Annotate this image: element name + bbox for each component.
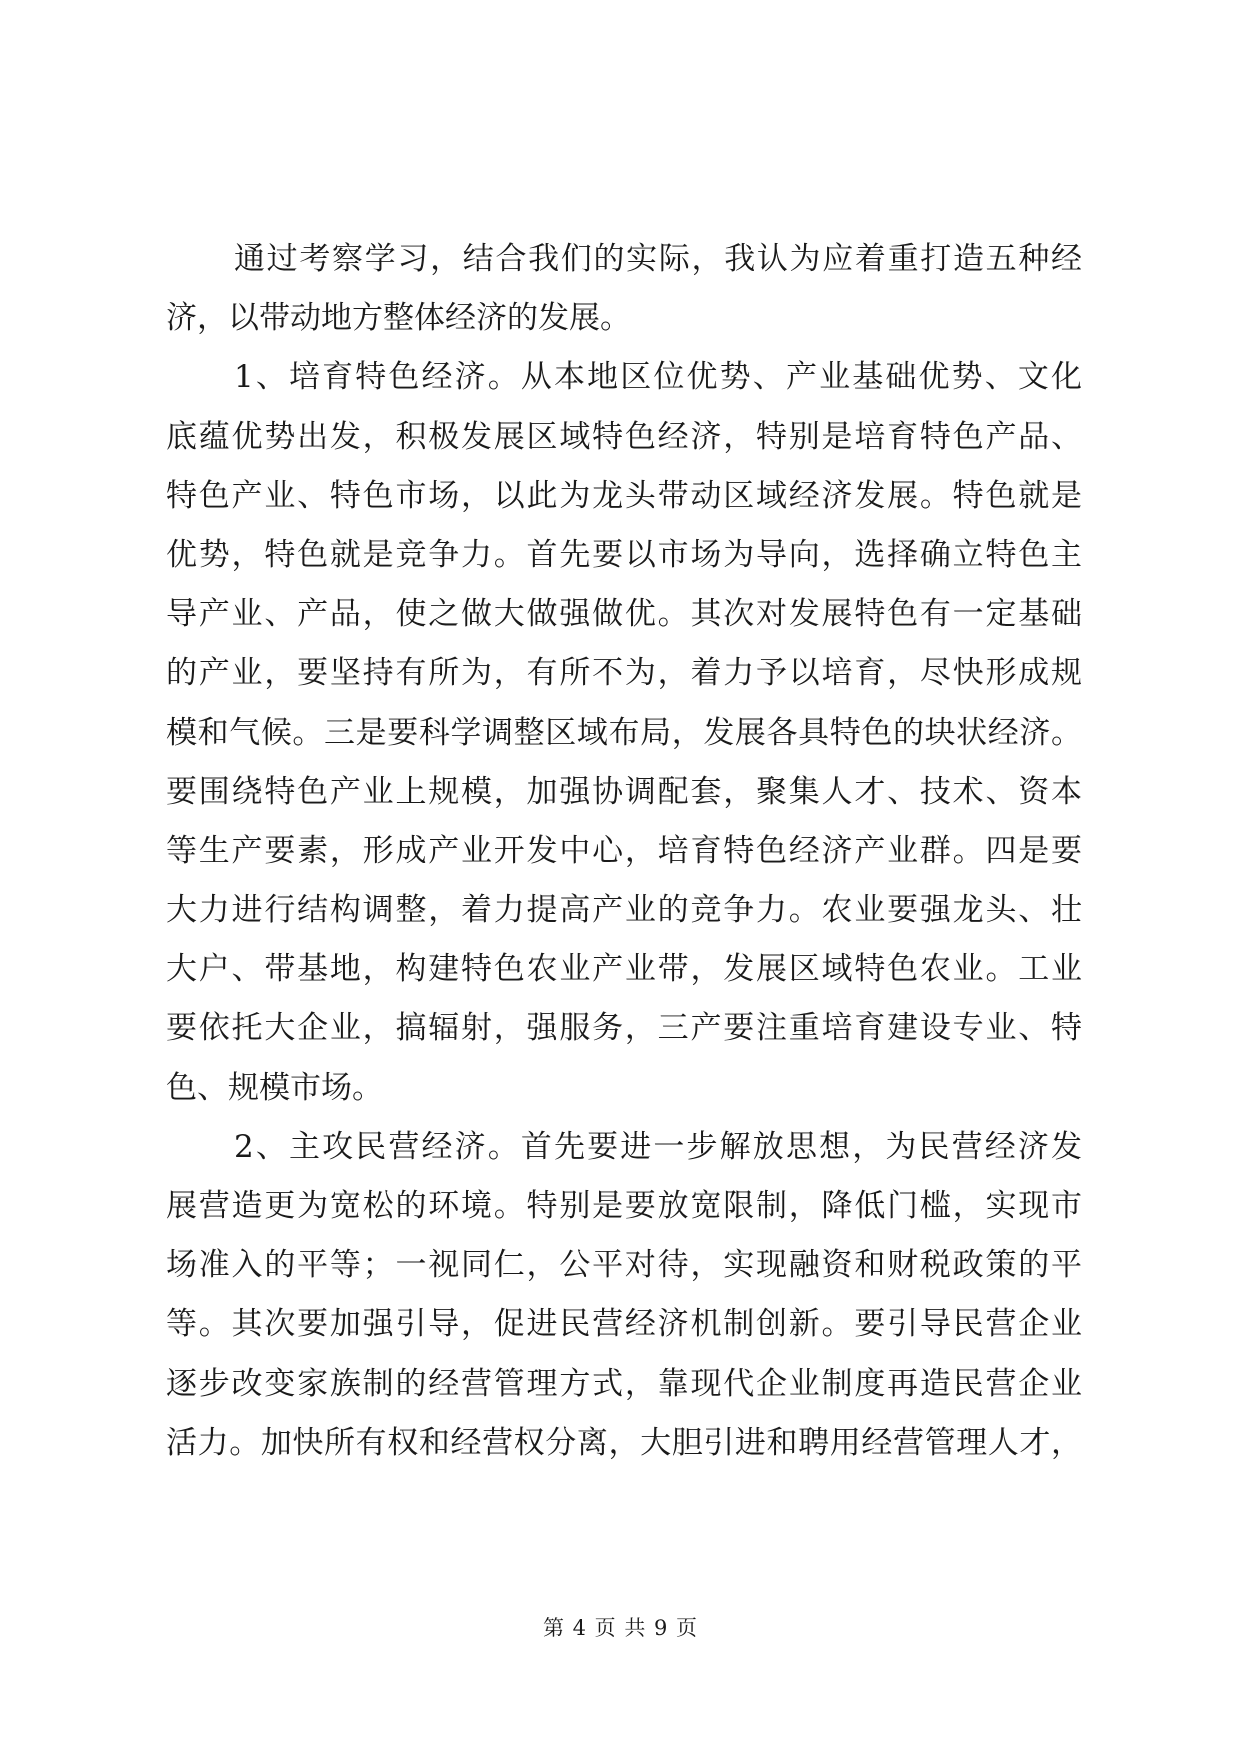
text-line: 的产业，要坚持有所为，有所不为，着力予以培育，尽快形成规 bbox=[166, 655, 1082, 692]
text-line: 导产业、产品，使之做大做强做优。其次对发展特色有一定基础 bbox=[166, 596, 1082, 633]
text-line: 场准入的平等；一视同仁，公平对待，实现融资和财税政策的平 bbox=[166, 1247, 1082, 1284]
text-line: 通过考察学习，结合我们的实际，我认为应着重打造五种经 bbox=[234, 241, 1082, 277]
text-line: 活力。加快所有权和经营权分离，大胆引进和聘用经营管理人才， bbox=[166, 1424, 1082, 1461]
text-line: 1、培育特色经济。从本地区位优势、产业基础优势、文化 bbox=[234, 359, 1082, 396]
text-line: 优势，特色就是竞争力。首先要以市场为导向，选择确立特色主 bbox=[166, 536, 1082, 573]
text-line: 等。其次要加强引导，促进民营经济机制创新。要引导民营企业 bbox=[166, 1306, 1082, 1343]
text-line: 大力进行结构调整，着力提高产业的竞争力。农业要强龙头、壮 bbox=[166, 892, 1082, 929]
text-line: 要依托大企业，搞辐射，强服务，三产要注重培育建设专业、特 bbox=[166, 1010, 1082, 1047]
text-line: 等生产要素，形成产业开发中心，培育特色经济产业群。四是要 bbox=[166, 832, 1082, 869]
page-number-footer: 第 4 页 共 9 页 bbox=[542, 1616, 699, 1640]
text-line: 特色产业、特色市场，以此为龙头带动区域经济发展。特色就是 bbox=[166, 477, 1082, 514]
text-line: 展营造更为宽松的环境。特别是要放宽限制，降低门槛，实现市 bbox=[166, 1188, 1082, 1224]
text-line: 济，以带动地方整体经济的发展。 bbox=[166, 300, 631, 337]
text-line: 模和气候。三是要科学调整区域布局，发展各具特色的块状经济。 bbox=[166, 714, 1082, 751]
text-line: 大户、带基地，构建特色农业产业带，发展区域特色农业。工业 bbox=[166, 951, 1082, 988]
text-line: 色、规模市场。 bbox=[166, 1069, 383, 1106]
text-line: 要围绕特色产业上规模，加强协调配套，聚集人才、技术、资本 bbox=[166, 773, 1082, 810]
text-line: 逐步改变家族制的经营管理方式，靠现代企业制度再造民营企业 bbox=[166, 1365, 1082, 1402]
body-text bbox=[166, 230, 1082, 1473]
text-line: 底蕴优势出发，积极发展区域特色经济，特别是培育特色产品、 bbox=[166, 418, 1082, 455]
text-line: 2、主攻民营经济。首先要进一步解放思想，为民营经济发 bbox=[234, 1128, 1082, 1165]
